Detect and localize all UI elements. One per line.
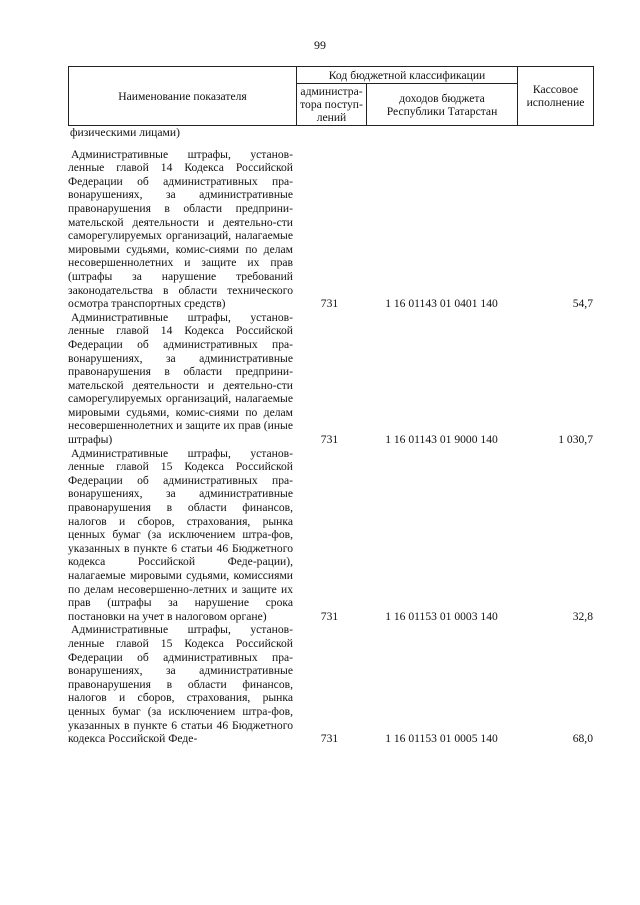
- header-execution: Кассовое исполнение: [518, 67, 594, 126]
- table-row: [68, 148, 593, 311]
- table-row: [68, 126, 593, 140]
- row-admin: 731: [320, 732, 339, 746]
- row-code: 1 16 01143 01 9000 140: [385, 433, 498, 447]
- header-budget-code-group: Код бюджетной классификации: [297, 67, 518, 84]
- table-row: [68, 447, 593, 624]
- row-name: Административные штрафы, установ-ленные главой 15 Кодекса Российской Федерации об административных пра-вонарушениях, за административные правонарушения в области финансов, налогов и сборов, страхования, рынка ценных бумаг (за исключением штра-фов, указанных в пункте 6 статьи 46 Бюджетного кодекса Российской Феде-: [68, 623, 293, 746]
- table-row: [68, 311, 593, 447]
- row-amount: 68,0: [572, 732, 593, 746]
- row-code: 1 16 01143 01 0401 140: [385, 297, 498, 311]
- row-name: физическими лицами): [70, 126, 180, 139]
- report-table-header: [68, 66, 594, 126]
- row-amount: 54,7: [572, 297, 593, 311]
- row-name: Административные штрафы, установ-ленные главой 14 Кодекса Российской Федерации об административных пра-вонарушениях, за административные правонарушения в области предприни-мательской деятельности и деятельно-сти саморегулируемых организаций, налагаемые мировыми судьями, комис-сиями по делам несовершеннолетних и защите их прав (иные штрафы): [68, 310, 293, 447]
- header-name: Наименование показателя: [69, 67, 297, 126]
- header-row-top: [69, 67, 594, 84]
- row-admin: 731: [320, 297, 339, 311]
- header-revenue: доходов бюджета Республики Татарстан: [367, 84, 518, 126]
- report-table-body: [68, 126, 593, 746]
- page-number: 99: [314, 38, 326, 52]
- row-admin: 731: [320, 433, 339, 447]
- table-row: [68, 623, 593, 745]
- row-code: 1 16 01153 01 0003 140: [385, 609, 498, 623]
- row-name: Административные штрафы, установ-ленные главой 15 Кодекса Российской Федерации об административных пра-вонарушениях, за административные правонарушения в области финансов, налогов и сборов, страхования, рынка ценных бумаг (за исключением штра-фов, указанных в пункте 6 статьи 46 Бюджетного кодекса Российской Феде-рации), налагаемые мировыми судьями, комиссиями по делам несовершенно-летних и защите их прав (штрафы за нарушение срока постановки на учет в налоговом органе): [68, 446, 293, 623]
- row-amount: 32,8: [572, 609, 593, 623]
- row-amount: 1 030,7: [558, 433, 593, 447]
- row-admin: 731: [320, 609, 339, 623]
- row-name: Административные штрафы, установ-ленные главой 14 Кодекса Российской Федерации об административных пра-вонарушениях, за административные правонарушения в области предприни-мательской деятельности и деятельно-сти саморегулируемых организаций, налагаемые мировыми судьями, комис-сиями по делам несовершеннолетних и защите их прав (штрафы за нарушение требований законодательства в области технического осмотра транспортных средств): [68, 147, 293, 311]
- header-admin: администра-тора поступ-лений: [297, 84, 367, 126]
- row-code: 1 16 01153 01 0005 140: [385, 732, 498, 746]
